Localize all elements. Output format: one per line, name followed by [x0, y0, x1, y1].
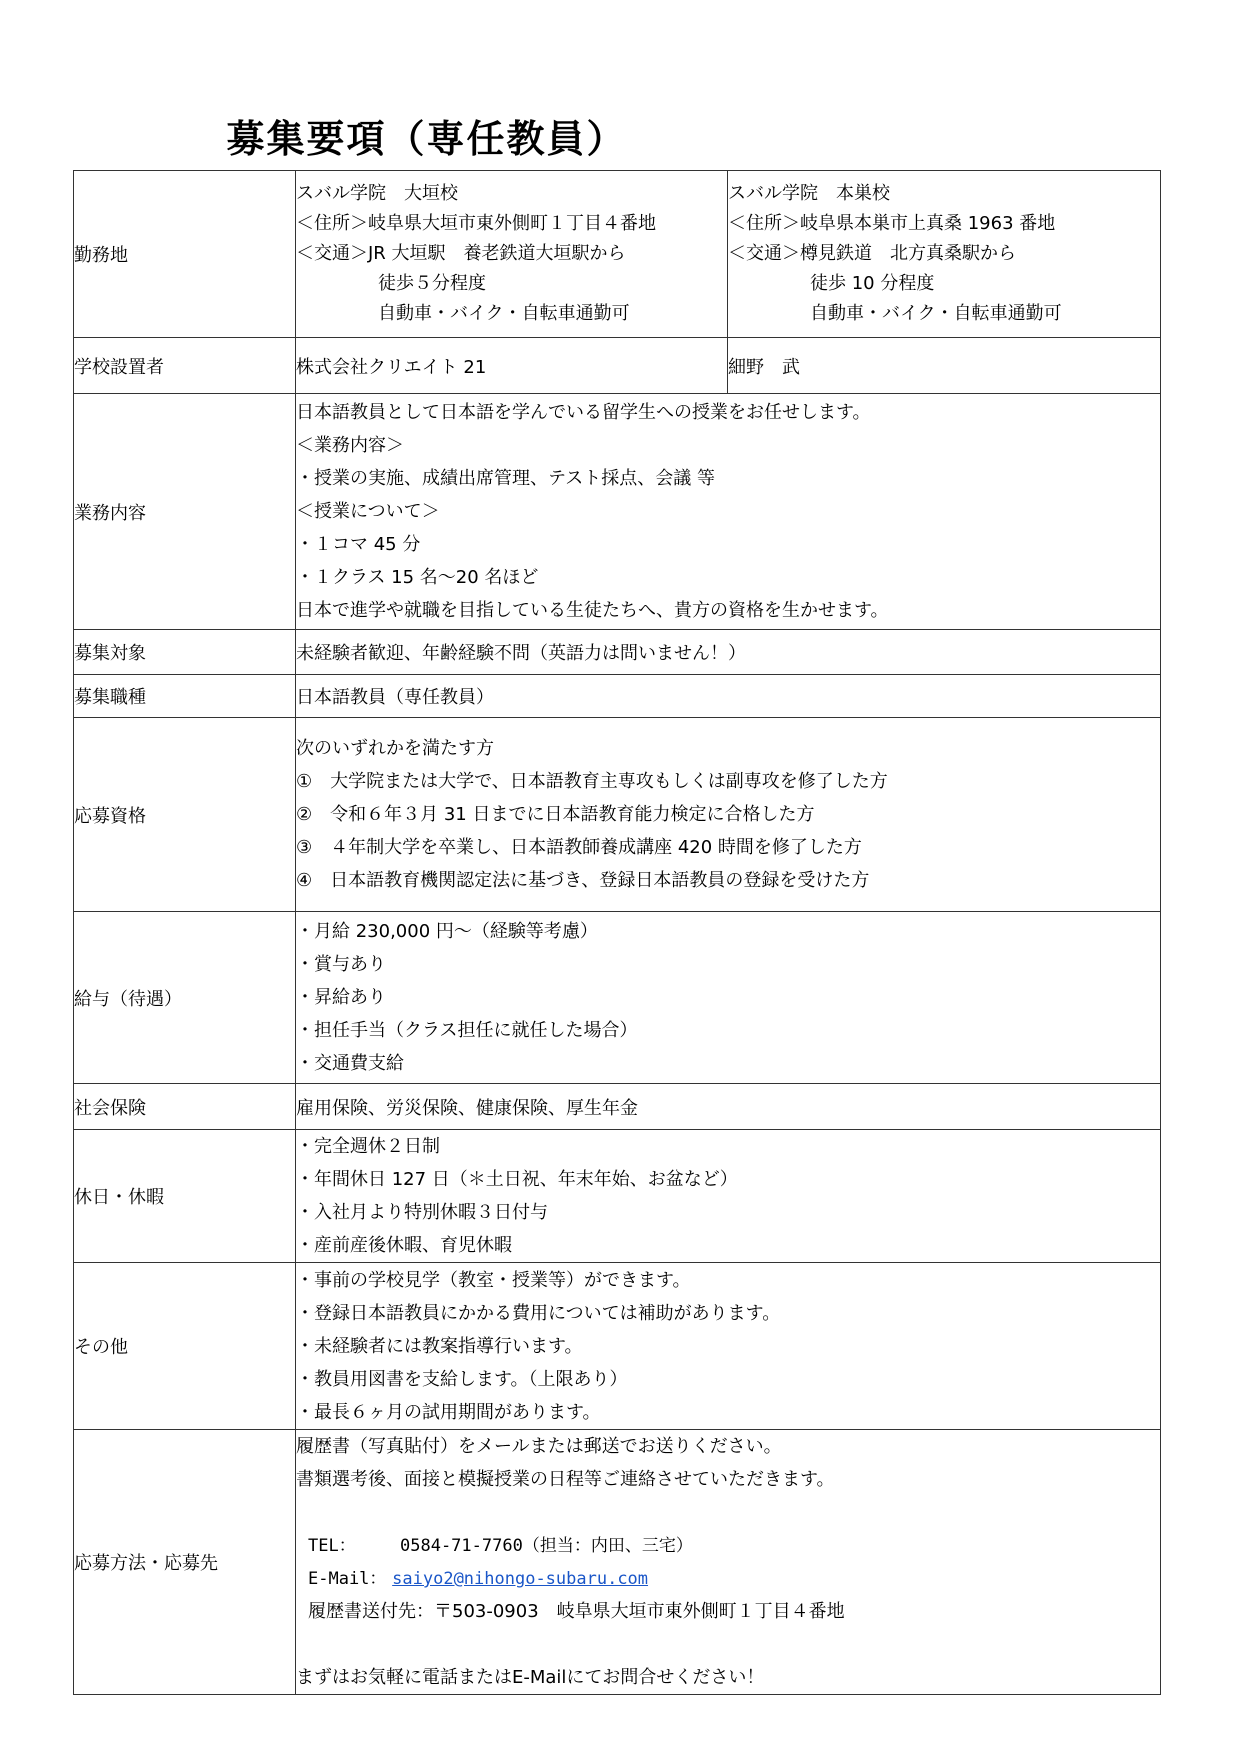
apply-mail-address — [296, 1595, 1160, 1628]
founder-company: 株式会社クリエイト 21 — [296, 338, 728, 394]
list-item: ・事前の学校見学（教室・授業等）ができます。 — [296, 1269, 691, 1291]
row-other — [74, 1263, 1161, 1430]
label-qualifications: 応募資格 — [74, 718, 296, 912]
list-item: ・最長６ヶ月の試用期間があります。 — [296, 1401, 601, 1423]
list-item: ・担任手当（クラス担任に就任した場合） — [296, 1020, 638, 1041]
duties-content — [296, 394, 1161, 630]
campus-access: ＜交通＞JR 大垣駅 養老鉄道大垣駅から — [296, 243, 626, 264]
list-item: ・１コマ 45 分 — [296, 534, 421, 555]
list-item: ① 大学院または大学で、日本語教育主専攻もしくは副専攻を修了した方 — [296, 771, 888, 792]
list-item: ・完全週休２日制 — [296, 1136, 440, 1157]
insurance-value: 雇用保険、労災保険、健康保険、厚生年金 — [296, 1084, 1161, 1130]
label-target: 募集対象 — [74, 630, 296, 675]
campus-commute: 自動車・バイク・自転車通勤可 — [378, 303, 630, 324]
tel-label: TEL： — [308, 1536, 356, 1556]
row-position — [74, 675, 1161, 718]
list-item: ・月給 230,000 円～（経験等考慮） — [296, 921, 598, 942]
target-value: 未経験者歓迎、年齢経験不問（英語力は問いません！） — [296, 630, 1161, 675]
campus-walk: 徒歩 10 分程度 — [810, 273, 935, 294]
campus-commute: 自動車・バイク・自転車通勤可 — [810, 303, 1062, 324]
list-item: ・昇給あり — [296, 987, 386, 1008]
row-insurance — [74, 1084, 1161, 1130]
campus-ogaki — [296, 171, 728, 338]
list-item: ・教員用図書を支給します。（上限あり） — [296, 1368, 628, 1390]
campus-name: スバル学院 大垣校 — [296, 183, 458, 204]
list-item: ・登録日本語教員にかかる費用については補助があります。 — [296, 1302, 781, 1324]
list-item: ・交通費支給 — [296, 1053, 404, 1074]
list-item: ・１クラス 15 名～20 名ほど — [296, 567, 539, 588]
row-holidays — [74, 1130, 1161, 1263]
list-item: ・年間休日 127 日（＊土日祝、年末年始、お盆など） — [296, 1169, 738, 1190]
apply-content — [296, 1430, 1161, 1695]
campus-motosu — [728, 171, 1161, 338]
apply-email — [296, 1562, 1160, 1595]
label-holidays: 休日・休暇 — [74, 1130, 296, 1263]
label-insurance: 社会保険 — [74, 1084, 296, 1130]
label-salary: 給与（待遇） — [74, 912, 296, 1084]
list-item: ② 令和６年３月 31 日までに日本語教育能力検定に合格した方 — [296, 804, 815, 825]
label-founder: 学校設置者 — [74, 338, 296, 394]
campus-address: ＜住所＞岐阜県大垣市東外側町１丁目４番地 — [296, 213, 656, 234]
campus-address: ＜住所＞岐阜県本巣市上真桑 1963 番地 — [728, 213, 1056, 234]
list-item: ・賞与あり — [296, 954, 386, 975]
label-duties: 業務内容 — [74, 394, 296, 630]
list-item: ・授業の実施、成績出席管理、テスト採点、会議 等 — [296, 468, 715, 489]
apply-instruction: 履歴書（写真貼付）をメールまたは郵送でお送りください。 — [296, 1436, 782, 1457]
list-item: ④ 日本語教育機関認定法に基づき、登録日本語教員の登録を受けた方 — [296, 870, 870, 891]
qualifications-intro: 次のいずれかを満たす方 — [296, 738, 494, 759]
row-qualifications — [74, 718, 1161, 912]
campus-walk: 徒歩５分程度 — [378, 273, 486, 294]
other-content — [296, 1263, 1161, 1430]
label-apply: 応募方法・応募先 — [74, 1430, 296, 1695]
list-item: ＜業務内容＞ — [296, 435, 404, 456]
campus-name: スバル学院 本巣校 — [728, 183, 890, 204]
list-item: ・未経験者には教案指導行います。 — [296, 1335, 583, 1357]
tel-value: 0584-71-7760（担当：内田、三宅） — [400, 1536, 693, 1556]
mail-label: 履歴書送付先： — [308, 1601, 434, 1622]
label-position: 募集職種 — [74, 675, 296, 718]
list-item: 日本語教員として日本語を学んでいる留学生への授業をお任せします。 — [296, 402, 871, 423]
row-duties — [74, 394, 1161, 630]
apply-process: 書類選考後、面接と模擬授業の日程等ご連絡させていただきます。 — [296, 1469, 835, 1490]
list-item: ・産前産後休暇、育児休暇 — [296, 1235, 512, 1256]
label-workplace: 勤務地 — [74, 171, 296, 338]
email-link[interactable]: saiyo2@nihongo-subaru.com — [392, 1569, 649, 1589]
list-item: ③ ４年制大学を卒業し、日本語教師養成講座 420 時間を修了した方 — [296, 837, 862, 858]
row-salary — [74, 912, 1161, 1084]
recruitment-table — [73, 170, 1161, 1695]
list-item: ・入社月より特別休暇３日付与 — [296, 1202, 548, 1223]
founder-person: 細野 武 — [728, 338, 1161, 394]
row-founder — [74, 338, 1161, 394]
position-value: 日本語教員（専任教員） — [296, 675, 1161, 718]
mail-value: 〒503-0903 岐阜県大垣市東外側町１丁目４番地 — [434, 1601, 845, 1622]
list-item: ＜授業について＞ — [296, 501, 440, 522]
qualifications-content — [296, 718, 1161, 912]
row-workplace — [74, 171, 1161, 338]
apply-tel — [296, 1529, 1160, 1562]
row-apply — [74, 1430, 1161, 1695]
holidays-content — [296, 1130, 1161, 1263]
campus-access: ＜交通＞樽見鉄道 北方真桑駅から — [728, 243, 1016, 264]
row-target — [74, 630, 1161, 675]
email-label: E-Mail： — [308, 1569, 387, 1589]
label-other: その他 — [74, 1263, 296, 1430]
page-title: 募集要項（専任教員） — [226, 117, 627, 161]
list-item: 日本で進学や就職を目指している生徒たちへ、貴方の資格を生かせます。 — [296, 600, 889, 621]
apply-closing: まずはお気軽に電話またはE-Mailにてお問合せください！ — [296, 1667, 765, 1688]
salary-content — [296, 912, 1161, 1084]
